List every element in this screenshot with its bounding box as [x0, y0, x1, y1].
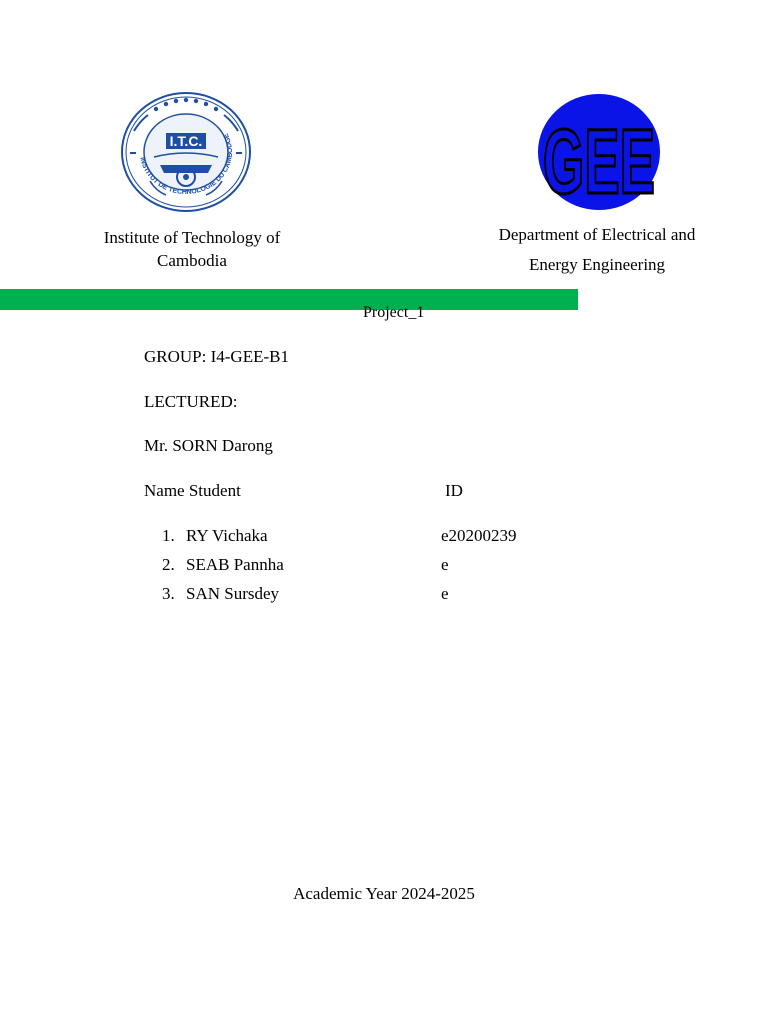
student-number: 2.	[162, 555, 175, 574]
gee-logo-icon	[536, 92, 662, 212]
student-id: e	[441, 555, 449, 574]
gee-logo-svg	[536, 92, 662, 212]
id-header: ID	[445, 481, 463, 500]
student-id: e	[441, 584, 449, 603]
student-name: RY Vichaka	[186, 526, 268, 545]
group-label: GROUP: I4-GEE-B1	[144, 347, 289, 366]
student-name: SAN Sursdey	[186, 584, 280, 603]
student-number: 1.	[162, 526, 175, 545]
itc-logo-icon	[120, 91, 252, 213]
student-number: 3.	[162, 584, 175, 603]
student-name: SEAB Pannha	[186, 555, 284, 574]
itc-logo-svg	[120, 91, 252, 213]
gee-logo-text: GEE	[543, 111, 655, 213]
lectured-label: LECTURED:	[144, 392, 238, 411]
academic-year: Academic Year 2024-2025	[293, 884, 475, 903]
name-student-header: Name Student	[144, 481, 241, 500]
project-title-text: Project_1	[363, 304, 425, 321]
lecturer-name: Mr. SORN Darong	[144, 436, 273, 455]
green-divider-bar	[0, 289, 578, 310]
student-row	[162, 525, 582, 547]
project-title	[363, 300, 463, 322]
student-id: e20200239	[441, 526, 517, 545]
institute-name: Institute of Technology of Cambodia	[103, 228, 281, 270]
student-row	[162, 583, 582, 605]
department-name: Department of Electrical and Energy Engineering	[498, 225, 696, 274]
student-row	[162, 554, 582, 576]
itc-logo-text: I.T.C.	[169, 133, 203, 149]
itc-ring-text: INSTITUT DE TECHNOLOGIE DU CAMBODGE	[138, 132, 235, 197]
